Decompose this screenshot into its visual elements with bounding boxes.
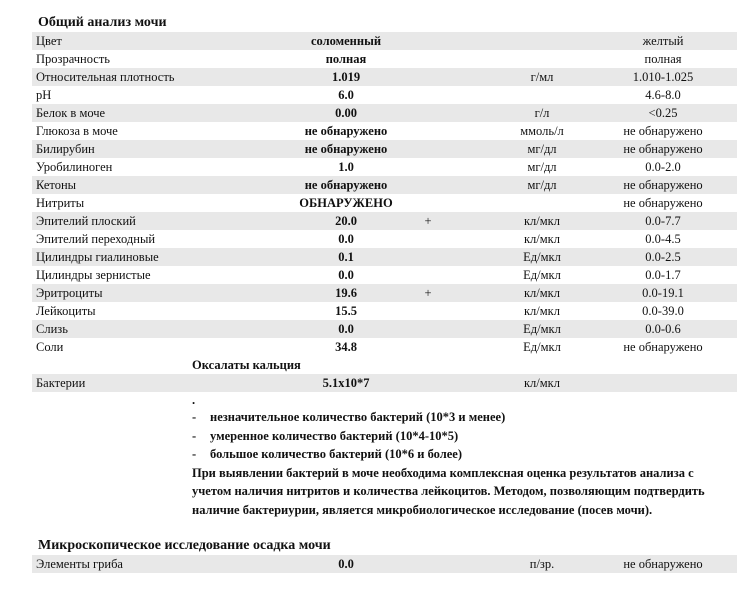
row-value: 1.019 bbox=[331, 70, 361, 84]
table-row bbox=[32, 68, 737, 86]
row-unit: г/мл bbox=[530, 70, 554, 84]
row-value: 20.0 bbox=[335, 214, 357, 228]
list-item-text: большое количество бактерий (10*6 и более) bbox=[210, 447, 463, 461]
row-reference: 0.0-0.6 bbox=[645, 322, 681, 336]
row-reference: не обнаружено bbox=[623, 142, 703, 156]
row-reference: 0.0-39.0 bbox=[642, 304, 684, 318]
row-unit: ммоль/л bbox=[520, 124, 564, 138]
row-value: 1.0 bbox=[338, 160, 354, 174]
row-reference: 0.0-19.1 bbox=[642, 286, 684, 300]
table-row bbox=[32, 104, 737, 122]
table-row bbox=[32, 338, 737, 356]
list-item bbox=[192, 427, 722, 446]
row-name: Билирубин bbox=[36, 142, 95, 156]
row-name: Цилиндры гиалиновые bbox=[36, 250, 159, 264]
list-dash: - bbox=[192, 428, 197, 443]
bacteria-note: При выявлении бактерий в моче необходима комплексная оценка результатов анализа с учетом наличия нитритов и количества лейкоцитов. Методом, позволяющим подтвердить наличие бактериурии, является микробиологическое исследование (посев мочи). bbox=[192, 465, 705, 517]
row-name: Цилиндры зернистые bbox=[36, 268, 151, 282]
row-value: не обнаружено bbox=[304, 124, 388, 138]
row-name: Соли bbox=[36, 340, 64, 354]
row-name: Глюкоза в моче bbox=[36, 124, 118, 138]
row-unit: кл/мкл bbox=[523, 214, 560, 228]
row-name: Слизь bbox=[36, 322, 68, 336]
row-name: Эритроциты bbox=[36, 286, 103, 300]
table-row bbox=[32, 320, 737, 338]
row-name: Нитриты bbox=[36, 196, 85, 210]
row-reference: 1.010-1.025 bbox=[632, 70, 694, 84]
bacteria-notes bbox=[192, 394, 722, 519]
report-title: Общий анализ мочи bbox=[38, 15, 167, 30]
table-row bbox=[32, 122, 737, 140]
row-unit: мг/дл bbox=[527, 160, 557, 174]
table-row bbox=[32, 140, 737, 158]
list-dash: - bbox=[192, 410, 197, 424]
row-flag: + bbox=[424, 214, 432, 228]
row-unit: Ед/мкл bbox=[523, 322, 561, 336]
row-reference: 0.0-1.7 bbox=[645, 268, 681, 282]
table-row bbox=[32, 194, 737, 212]
row-unit: мг/дл bbox=[527, 178, 557, 192]
list-item bbox=[192, 445, 722, 464]
row-name: Белок в моче bbox=[36, 106, 106, 120]
row-reference: не обнаружено bbox=[623, 178, 703, 192]
row-name: Эпителий плоский bbox=[36, 214, 136, 228]
table-row bbox=[32, 212, 737, 230]
row-unit: кл/мкл bbox=[523, 286, 560, 300]
row-reference: не обнаружено bbox=[623, 557, 703, 571]
row-value: 0.0 bbox=[338, 322, 354, 336]
list-item-text: незначительное количество бактерий (10*3 и менее) bbox=[210, 410, 506, 424]
row-name: pH bbox=[36, 88, 52, 102]
row-value: 34.8 bbox=[335, 340, 357, 354]
row-value: 0.0 bbox=[338, 232, 354, 246]
row-value: 0.0 bbox=[338, 557, 354, 571]
row-reference: 0.0-7.7 bbox=[645, 214, 681, 228]
row-unit: Ед/мкл bbox=[523, 250, 561, 264]
table-row bbox=[32, 302, 737, 320]
row-value: 19.6 bbox=[335, 286, 357, 300]
row-name: Лейкоциты bbox=[36, 304, 96, 318]
row-reference: 0.0-4.5 bbox=[645, 232, 681, 246]
row-name: Бактерии bbox=[36, 376, 86, 390]
table-row-bacteria bbox=[32, 374, 737, 392]
row-unit: Ед/мкл bbox=[523, 340, 561, 354]
row-value: 0.1 bbox=[338, 250, 354, 264]
row-name: Элементы гриба bbox=[36, 557, 123, 571]
table-row bbox=[32, 50, 737, 68]
list-dash: - bbox=[192, 447, 197, 461]
row-value: ОБНАРУЖЕНО bbox=[299, 196, 393, 210]
row-name: Эпителий переходный bbox=[36, 232, 156, 246]
row-reference: желтый bbox=[642, 34, 684, 48]
row-name: Прозрачность bbox=[36, 52, 111, 66]
table-row bbox=[32, 176, 737, 194]
table-row bbox=[32, 158, 737, 176]
table-row bbox=[32, 248, 737, 266]
row-value: 0.0 bbox=[338, 268, 354, 282]
row-name: Кетоны bbox=[36, 178, 77, 192]
row-reference: 0.0-2.0 bbox=[645, 160, 681, 174]
row-unit: кл/мкл bbox=[523, 376, 560, 390]
list-item bbox=[192, 408, 722, 427]
row-name: Уробилиноген bbox=[36, 160, 113, 174]
table-row bbox=[32, 32, 737, 50]
row-name: Относительная плотность bbox=[36, 70, 175, 84]
table-row bbox=[32, 230, 737, 248]
bacteria-dot: . bbox=[192, 393, 196, 407]
row-unit: мг/дл bbox=[527, 142, 557, 156]
row-reference: не обнаружено bbox=[623, 124, 703, 138]
row-value: не обнаружено bbox=[304, 178, 388, 192]
row-reference: <0.25 bbox=[648, 106, 678, 120]
row-reference: не обнаружено bbox=[623, 340, 703, 354]
row-reference: 4.6-8.0 bbox=[645, 88, 681, 102]
row-unit: кл/мкл bbox=[523, 304, 560, 318]
table-row bbox=[32, 266, 737, 284]
row-value: соломенный bbox=[310, 34, 382, 48]
row-unit: кл/мкл bbox=[523, 232, 560, 246]
row-flag: + bbox=[424, 286, 432, 300]
row-reference: 0.0-2.5 bbox=[645, 250, 681, 264]
row-unit: г/л bbox=[534, 106, 550, 120]
row-name: Цвет bbox=[36, 34, 62, 48]
row-reference: полная bbox=[644, 52, 682, 66]
row-value: 5.1x10*7 bbox=[322, 376, 370, 390]
table-row-fungi bbox=[32, 555, 737, 573]
table-row bbox=[32, 284, 737, 302]
row-value: полная bbox=[325, 52, 367, 66]
row-value: не обнаружено bbox=[304, 142, 388, 156]
row-unit: Ед/мкл bbox=[523, 268, 561, 282]
row-value: 0.00 bbox=[335, 106, 357, 120]
row-reference: не обнаружено bbox=[623, 196, 703, 210]
row-value: 15.5 bbox=[335, 304, 357, 318]
row-value: 6.0 bbox=[338, 88, 354, 102]
list-item-text: умеренное количество бактерий (10*4-10*5) bbox=[210, 428, 459, 443]
table-row bbox=[32, 86, 737, 104]
row-unit: п/зр. bbox=[529, 557, 555, 571]
micro-section-title: Микроскопическое исследование осадка мочи bbox=[38, 538, 331, 553]
salts-note: Оксалаты кальция bbox=[192, 358, 301, 372]
